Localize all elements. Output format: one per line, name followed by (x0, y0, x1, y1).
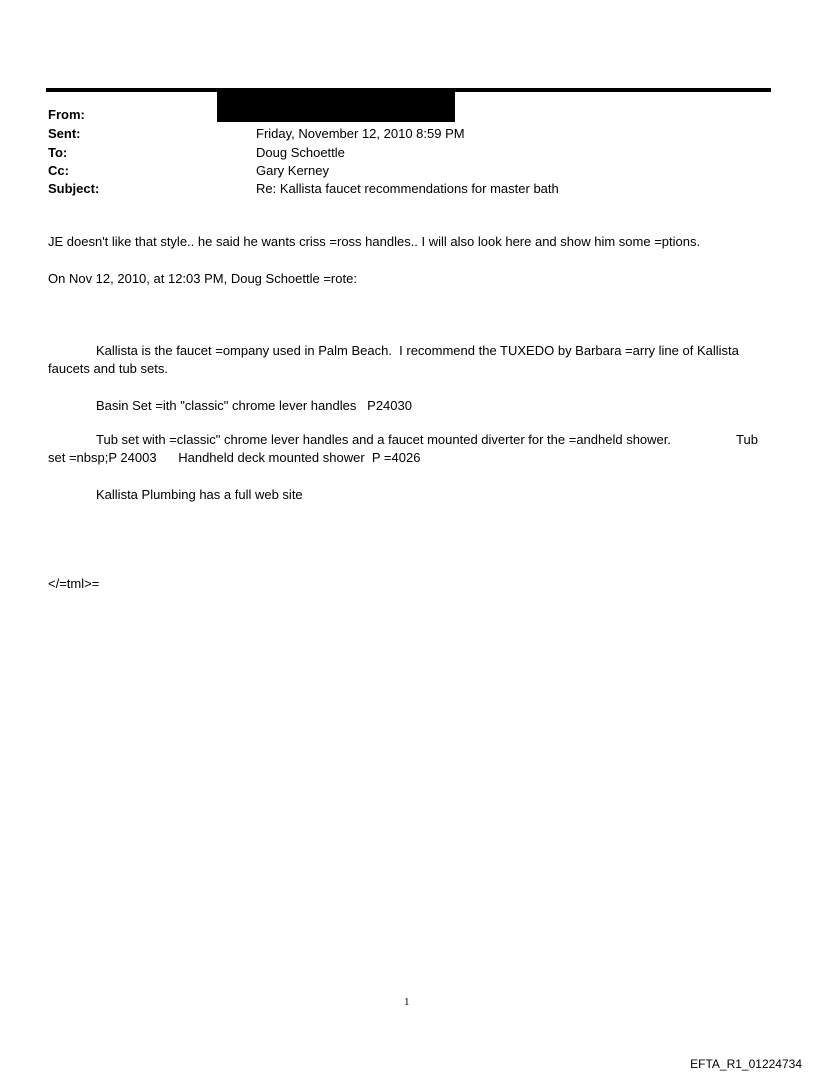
para1-line2: faucets and tub sets. (48, 361, 168, 376)
quote-intro: On Nov 12, 2010, at 12:03 PM, Doug Schoettle =rote: (48, 271, 357, 286)
html-tail: </=tml>= (48, 576, 100, 591)
sent-value: Friday, November 12, 2010 8:59 PM (256, 126, 465, 141)
para4: Kallista Plumbing has a full web site (96, 487, 303, 502)
para3-line1: Tub set with =classic" chrome lever handles and a faucet mounted diverter for the =andheld shower. (96, 432, 672, 447)
subject-label: Subject: (48, 181, 100, 196)
reply-text: JE doesn't like that style.. he said he wants criss =ross handles.. I will also look here and show him some =ptions. (48, 234, 701, 249)
from-redaction (217, 91, 455, 122)
sent-label: Sent: (48, 126, 81, 141)
page-number: 1 (404, 996, 410, 1008)
cc-label: Cc: (48, 163, 69, 178)
para2: Basin Set =ith "classic" chrome lever handles P24030 (96, 398, 412, 413)
to-value: Doug Schoettle (256, 145, 345, 160)
bates-number: EFTA_R1_01224734 (690, 1057, 802, 1071)
to-label: To: (48, 145, 68, 160)
para3-tub: Tub (736, 432, 758, 447)
cc-value: Gary Kerney (256, 163, 329, 178)
para1-line1: Kallista is the faucet =ompany used in Palm Beach. I recommend the TUXEDO by Barbara =arry line of Kallista (96, 343, 739, 358)
subject-value: Re: Kallista faucet recommendations for master bath (256, 181, 559, 196)
from-label: From: (48, 107, 85, 122)
para3-line2: set =nbsp;P 24003 Handheld deck mounted shower P =4026 (48, 450, 421, 465)
